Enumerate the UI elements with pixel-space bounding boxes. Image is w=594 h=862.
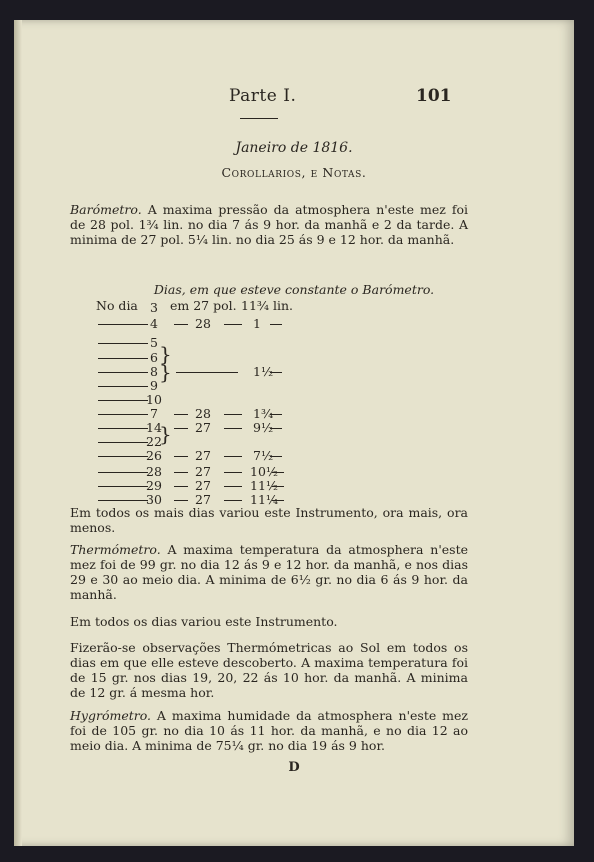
table-row-dash	[224, 486, 242, 487]
brace-22-26: }	[159, 422, 172, 446]
table-row-trailer	[270, 428, 282, 429]
table-row-trailer	[272, 486, 284, 487]
page-number: 101	[416, 86, 452, 106]
table-row-trailer	[272, 500, 284, 501]
table-row-dash	[174, 472, 188, 473]
thermometro-paragraph	[70, 542, 468, 602]
thermometro-text: A maxima temperatura da atmosphera n'este mez foi de 99 gr. no dia 12 ás 9 e 12 hor. da manhã, e nos dias 29 e 30 ao meio dia. A minima de 6½ gr. no dia 6 ás 9 hor. da manhã.	[70, 542, 468, 602]
table-row-leader	[98, 472, 148, 473]
table-row-day: 9	[150, 378, 158, 393]
brace-5-6: }	[159, 342, 172, 366]
table-row-day: 29	[146, 478, 162, 493]
table-row-leader	[98, 456, 148, 457]
table-row-lin: 7½	[253, 448, 274, 463]
table-row-leader	[98, 500, 148, 501]
table-row-dash	[174, 324, 188, 325]
table-row-pol: 27	[195, 478, 211, 493]
hygrometro-paragraph	[70, 708, 468, 753]
table-row-day: 30	[146, 492, 162, 507]
running-header	[14, 86, 574, 106]
barometro-paragraph	[70, 202, 468, 247]
table-row-dash	[224, 456, 242, 457]
table-header-value: 11¾ lin.	[241, 298, 294, 313]
table-row-day: 6	[150, 350, 158, 365]
table-row-dash	[174, 500, 188, 501]
book-page	[14, 20, 574, 846]
barometro-lead: Barómetro.	[70, 202, 142, 217]
hygrometro-lead: Hygrómetro.	[70, 708, 151, 723]
table-row-dash	[174, 428, 188, 429]
section-date: Janeiro de 1816.	[235, 140, 353, 156]
barometro-note: Em todos os mais dias variou este Instrumento, ora mais, ora menos.	[70, 505, 468, 535]
table-header-day: 3	[150, 300, 158, 315]
table-row-lin: 1	[253, 316, 261, 331]
signature-mark: D	[288, 760, 300, 775]
header-title: Parte I.	[229, 86, 297, 106]
table-row-day: 5	[150, 335, 158, 350]
barometro-text: A maxima pressão da atmosphera n'este mez foi de 28 pol. 1¾ lin. no dia 7 ás 9 hor. da manhã e 2 da tarde. A minima de 27 pol. 5¼ lin. no dia 25 ás 9 e 12 hor. da manhã.	[70, 202, 468, 247]
table-row-trailer	[270, 456, 282, 457]
header-rule	[240, 118, 278, 119]
table-row-leader	[98, 343, 148, 344]
table-row-day: 8	[150, 364, 158, 379]
table-row-leader	[98, 400, 148, 401]
table-header-mid: em 27 pol.	[170, 298, 237, 313]
table-row-day: 4	[150, 316, 158, 331]
brace-9: }	[159, 360, 172, 384]
table-row-dash	[224, 472, 242, 473]
table-row-trailer	[270, 324, 282, 325]
table-row-day: 10	[146, 392, 162, 407]
table-row-dash	[174, 486, 188, 487]
thermometro-note: Em todos os dias variou este Instrumento.	[70, 614, 338, 629]
table-row-dash	[174, 456, 188, 457]
table-row-day: 28	[146, 464, 162, 479]
table-row-trailer	[272, 472, 284, 473]
table-row-leader	[98, 324, 148, 325]
table-row-leader	[98, 486, 148, 487]
table-row-dash	[224, 414, 242, 415]
table-row-pol: 28	[195, 406, 211, 421]
table-row-dash	[174, 414, 188, 415]
table-shared-dash	[176, 372, 238, 373]
table-row-trailer	[270, 372, 282, 373]
table-row-leader	[98, 358, 148, 359]
table-row-leader	[98, 428, 148, 429]
table-row-pol: 27	[195, 464, 211, 479]
table-header-label: No dia	[96, 298, 138, 313]
table-row-pol: 27	[195, 448, 211, 463]
table-row-day: 26	[146, 448, 162, 463]
hygrometro-text: A maxima humidade da atmosphera n'este mez foi de 105 gr. no dia 10 ás 11 hor. da manhã, e no dia 12 ao meio dia. A minima de 75¼ gr. no dia 19 ás 9 hor.	[70, 708, 468, 753]
table-heading: Dias, em que esteve constante o Barómetro.	[153, 282, 435, 297]
table-row-dash	[224, 500, 242, 501]
table-row-lin: 11½	[250, 478, 279, 493]
table-row-dash	[224, 324, 242, 325]
table-row-pol: 28	[195, 316, 211, 331]
table-row-trailer	[270, 414, 282, 415]
table-row-lin: 10½	[250, 464, 279, 479]
table-row-lin: 11¼	[250, 492, 279, 507]
table-row-lin: 1¾	[253, 406, 274, 421]
table-row-lin: 1½	[253, 364, 274, 379]
table-row-pol: 27	[195, 492, 211, 507]
table-row-leader	[98, 414, 148, 415]
table-row-leader	[98, 386, 148, 387]
table-row-lin: 9½	[253, 420, 274, 435]
section-heading: Corollarios, e Notas.	[221, 165, 367, 180]
thermometro-lead: Thermómetro.	[70, 542, 161, 557]
table-row-leader	[98, 372, 148, 373]
table-row-day: 22	[146, 434, 162, 449]
table-row-pol: 27	[195, 420, 211, 435]
table-row-day: 14	[146, 420, 162, 435]
sol-paragraph: Fizerão-se observações Thermómetricas ao Sol em todos os dias em que elle esteve descoberto. A maxima temperatura foi de 15 gr. nos dias 19, 20, 22 ás 10 hor. da manhã. A minima de 12 gr. á mesma hor.	[70, 640, 468, 700]
table-row-leader	[98, 442, 148, 443]
table-row-dash	[224, 428, 242, 429]
table-row-day: 7	[150, 406, 158, 421]
